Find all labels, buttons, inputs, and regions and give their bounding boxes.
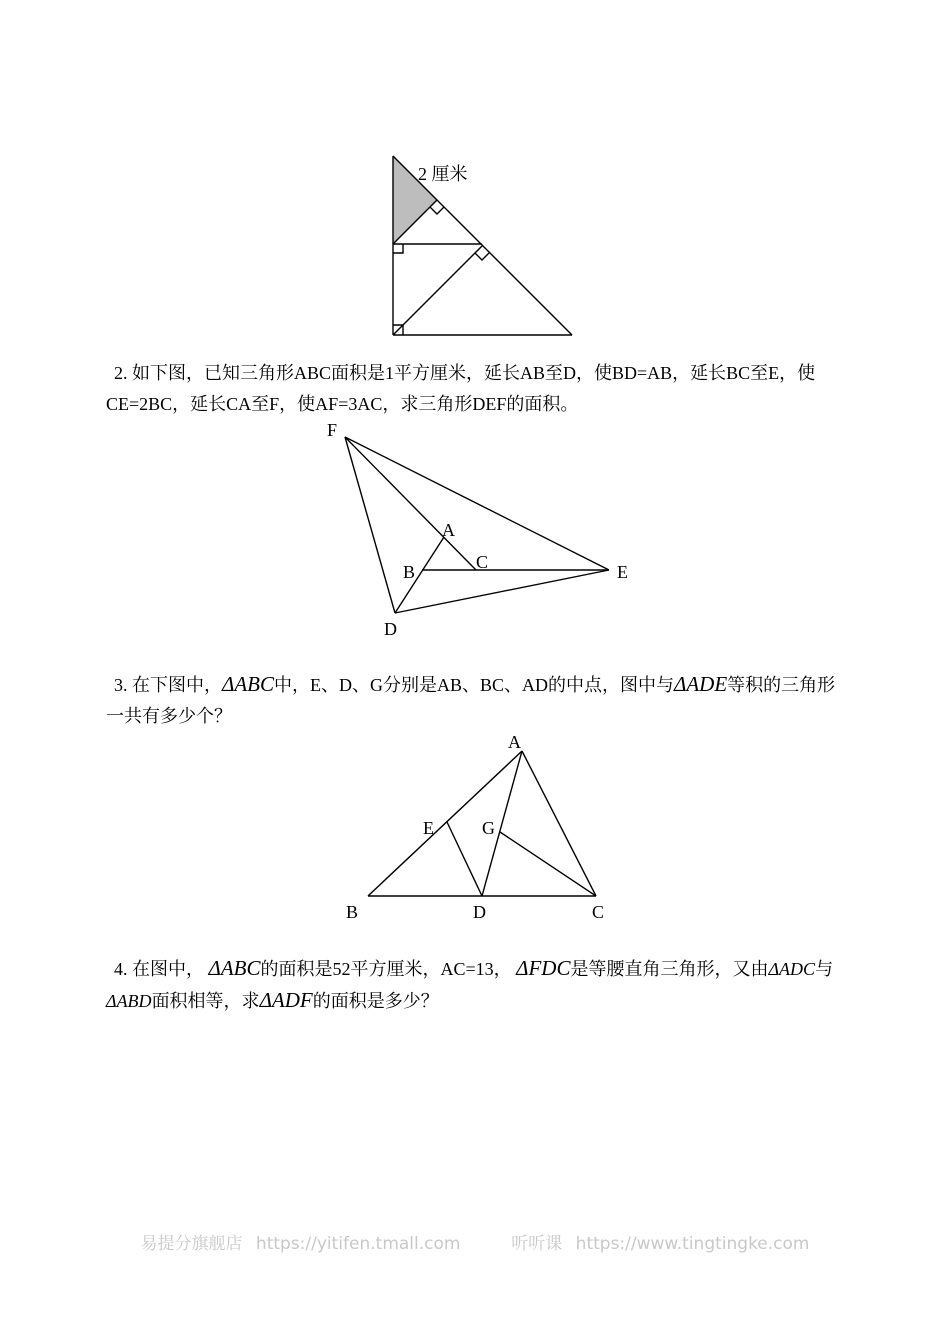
math-triangle-abc: ΔABC: [208, 956, 261, 980]
edge-fe: [345, 437, 609, 570]
footer-shop-name: 易提分旗舰店: [140, 1234, 243, 1254]
label-d: D: [384, 619, 397, 639]
inner-diagonal-2: [393, 246, 482, 335]
problem-4-t4: 面积相等，求: [151, 991, 260, 1011]
label-e: E: [423, 818, 434, 838]
math-triangle-abc: ΔABC: [222, 672, 274, 696]
edge-ac: [522, 751, 596, 896]
figure-2-triangle-def: [320, 415, 640, 645]
math-triangle-adc: ΔADC: [768, 959, 816, 979]
problem-4-t2: 是等腰直角三角形，又由: [570, 959, 769, 979]
right-angle-mark-3: [475, 253, 489, 260]
problem-2-number: 2.: [114, 363, 128, 383]
label-g: G: [482, 818, 495, 838]
problem-2-statement: 如下图，已知三角形ABC面积是1平方厘米，延长AB至D，使BD=AB，延长BC至E，使CE=2BC，延长CA至F，使AF=3AC，求三角形DEF的面积。: [106, 363, 816, 414]
label-b: B: [403, 562, 416, 582]
footer-shop-url[interactable]: https://yitifen.tmall.com: [255, 1234, 461, 1254]
problem-3-number: 3.: [114, 675, 128, 695]
problem-4-pre: 在图中，: [132, 959, 204, 979]
math-triangle-abd: ΔABD: [106, 991, 152, 1011]
label-a: A: [442, 520, 455, 540]
label-a: A: [508, 732, 521, 752]
figure-3-midpoints: [335, 730, 625, 925]
label-c: C: [592, 902, 605, 922]
label-c: C: [476, 552, 489, 572]
edge-ed: [447, 822, 482, 896]
label-d: D: [473, 902, 486, 922]
right-angle-mark-1: [430, 207, 444, 214]
label-b: B: [346, 902, 359, 922]
problem-3-mid: 中，E、D、G分别是AB、BC、AD的中点，图中与: [274, 675, 675, 695]
problem-4-text: [106, 953, 848, 1017]
math-triangle-adf: ΔADF: [259, 988, 313, 1012]
edge-ab: [368, 751, 522, 896]
edge-fd: [345, 437, 395, 613]
problem-4-t3: 与: [815, 959, 834, 979]
problem-2-text: [106, 358, 848, 420]
footer-brand-name: 听听课: [511, 1234, 563, 1254]
math-triangle-ade: ΔADE: [674, 672, 728, 696]
problem-4-t1: 的面积是52平方厘米，AC=13，: [260, 959, 512, 979]
problem-3-pre: 在下图中，: [132, 675, 222, 695]
edge-gc: [500, 832, 596, 896]
footer-watermark: [0, 1229, 950, 1254]
problem-3-post: 等积的三角形一共有多少个？: [106, 675, 836, 726]
figure-1-label: 2 厘米: [418, 164, 468, 184]
problem-4-number: 4.: [114, 959, 128, 979]
math-triangle-fdc: ΔFDC: [516, 956, 571, 980]
label-f: F: [327, 420, 338, 440]
label-e: E: [617, 562, 628, 582]
problem-4-t5: 的面积是多少？: [312, 991, 439, 1011]
edge-de: [395, 570, 609, 613]
edge-fc: [345, 437, 476, 570]
problem-3-text: [106, 669, 848, 732]
right-angle-mark-2: [393, 244, 403, 253]
footer-brand-url[interactable]: https://www.tingtingke.com: [575, 1234, 810, 1254]
figure-1-right-triangles: [380, 150, 580, 345]
